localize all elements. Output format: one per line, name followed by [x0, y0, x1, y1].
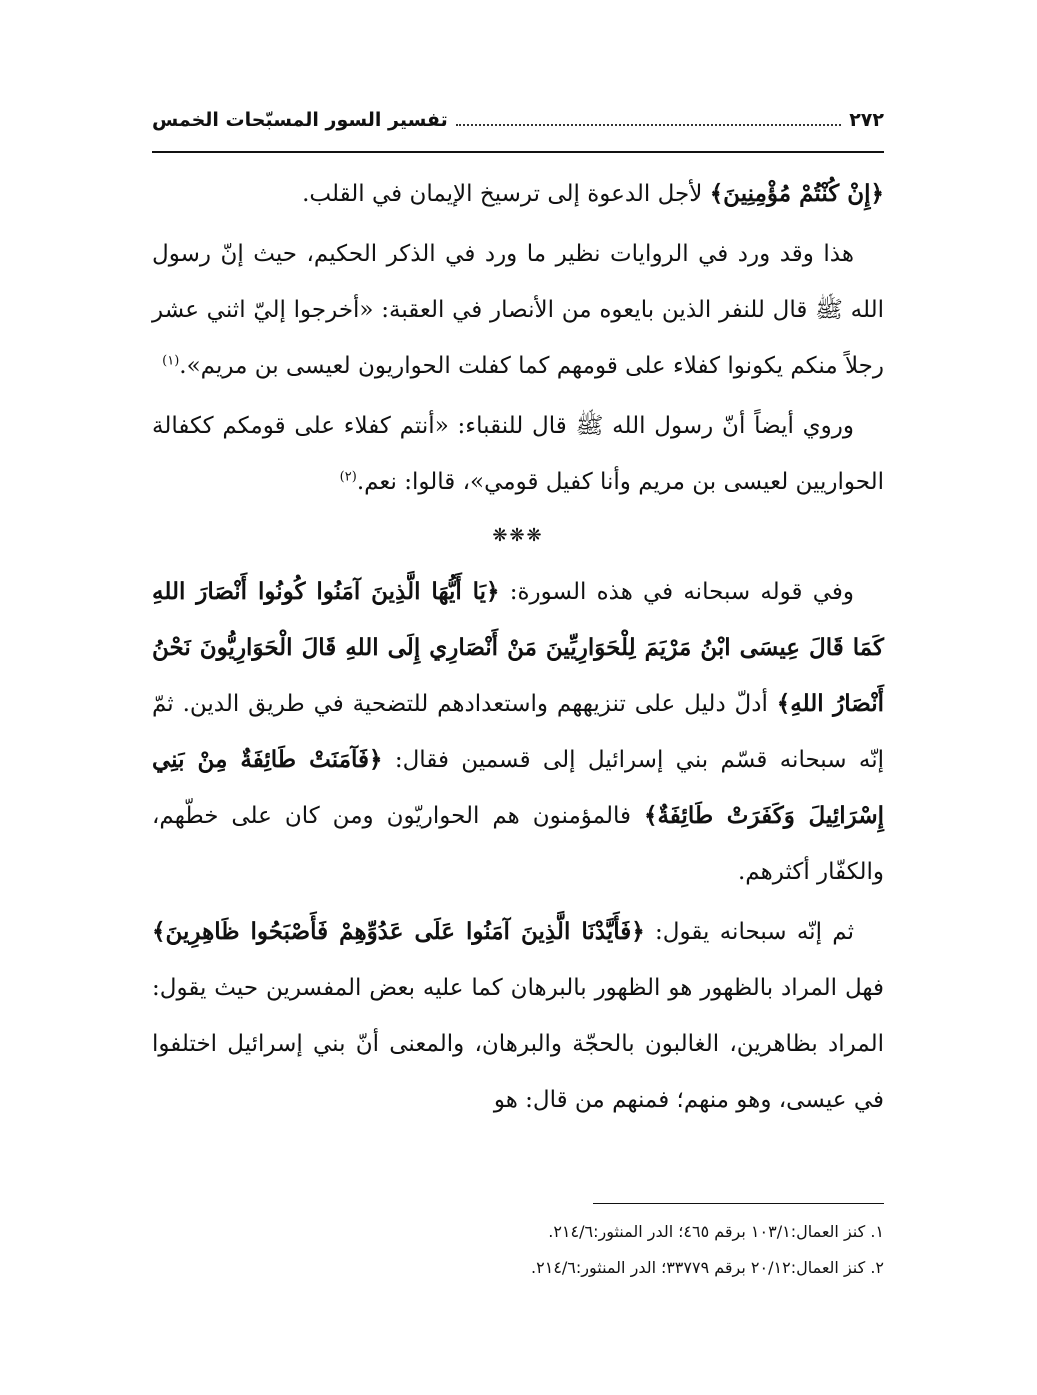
- paragraph-text: فالمؤمنون هم الحواريّون ومن كان على خطّهم، والكفّار أكثرهم.: [152, 803, 884, 885]
- paragraph-text: وفي قوله سبحانه في هذه السورة:: [499, 579, 854, 605]
- page-header: [152, 100, 884, 140]
- quran-quote: ﴿يَا أَيُّهَا الَّذِينَ آمَنُوا كُونُوا أَنْصَارَ اللهِ كَمَا قَالَ عِيسَى ابْنُ مَرْيَمَ لِلْحَوَارِيِّينَ مَنْ أَنْصَارِي إِلَى اللهِ قَالَ الْحَوَارِيُّونَ نَحْنُ أَنْصَارُ اللهِ﴾: [152, 578, 884, 717]
- paragraph-text: ثم إنّه سبحانه يقول:: [644, 919, 854, 945]
- quran-quote: ﴿فَآمَنَتْ طَائِفَةٌ مِنْ بَنِي إِسْرَائِيلَ وَكَفَرَتْ طَائِفَةٌ﴾: [152, 746, 884, 829]
- paragraph-1: [152, 166, 884, 222]
- paragraph-text: فهل المراد بالظهور هو الظهور بالبرهان كما عليه بعض المفسرين حيث يقول: المراد بظاهرين، الغالبون بالحجّة والبرهان، والمعنى أنّ بني إسرائيل اختلفوا في عيسى، وهو منهم؛ فمنهم من قال: هو: [152, 975, 884, 1113]
- footnote-rule: [593, 1203, 884, 1204]
- paragraph-text: هذا وقد ورد في الروايات نظير ما ورد في الذكر الحكيم، حيث إنّ رسول الله ﷺ قال للنفر الذين بايعوه من الأنصار في العقبة: «أخرجوا إليّ اثني عشر رجلاً منكم يكونوا كفلاء على قومهم كما كفلت الحواريون لعيسى بن مريم».: [152, 241, 884, 379]
- running-title: تفسير السور المسبّحات الخمس: [152, 109, 448, 131]
- paragraph-2: [152, 226, 884, 394]
- paragraph-5: [152, 904, 884, 1128]
- main-text: [152, 166, 884, 1128]
- quran-quote: ﴿إِنْ كُنْتُمْ مُؤْمِنِينَ﴾: [709, 180, 884, 207]
- header-rule: [152, 151, 884, 153]
- footnote-2: ٢. كنز العمال:٢٠/١٢ برقم ٣٣٧٧٩؛ الدر المنثور:٢١٤/٦.: [531, 1258, 884, 1277]
- section-separator: ❋❋❋: [492, 525, 544, 546]
- header-dot-leader: [456, 124, 841, 126]
- paragraph-4: [152, 564, 884, 900]
- paragraph-3: [152, 398, 884, 510]
- footnotes: [380, 1214, 884, 1286]
- paragraph-text: وروي أيضاً أنّ رسول الله ﷺ قال للنقباء: «أنتم كفلاء على قومكم ككفالة الحواريين لعيسى بن مريم وأنا كفيل قومي»، قالوا: نعم.: [152, 413, 884, 495]
- paragraph-text: لأجل الدعوة إلى ترسيخ الإيمان في القلب.: [302, 181, 710, 207]
- quran-quote: ﴿فَأَيَّدْنَا الَّذِينَ آمَنُوا عَلَى عَدُوِّهِمْ فَأَصْبَحُوا ظَاهِرِينَ﴾: [152, 918, 645, 945]
- page-number: ٢٧٢: [849, 109, 884, 131]
- footnote-marker-2[interactable]: (٢): [339, 469, 357, 485]
- footnote-1: ١. كنز العمال:١٠٣/١ برقم ٤٦٥؛ الدر المنثور:٢١٤/٦.: [548, 1222, 884, 1241]
- paragraph-text: أدلّ دليل على تنزيههم واستعدادهم للتضحية في طريق الدين. ثمّ إنّه سبحانه قسّم بني إسرائيل إلى قسمين فقال:: [152, 691, 884, 773]
- footnote-marker-1[interactable]: (١): [162, 353, 180, 369]
